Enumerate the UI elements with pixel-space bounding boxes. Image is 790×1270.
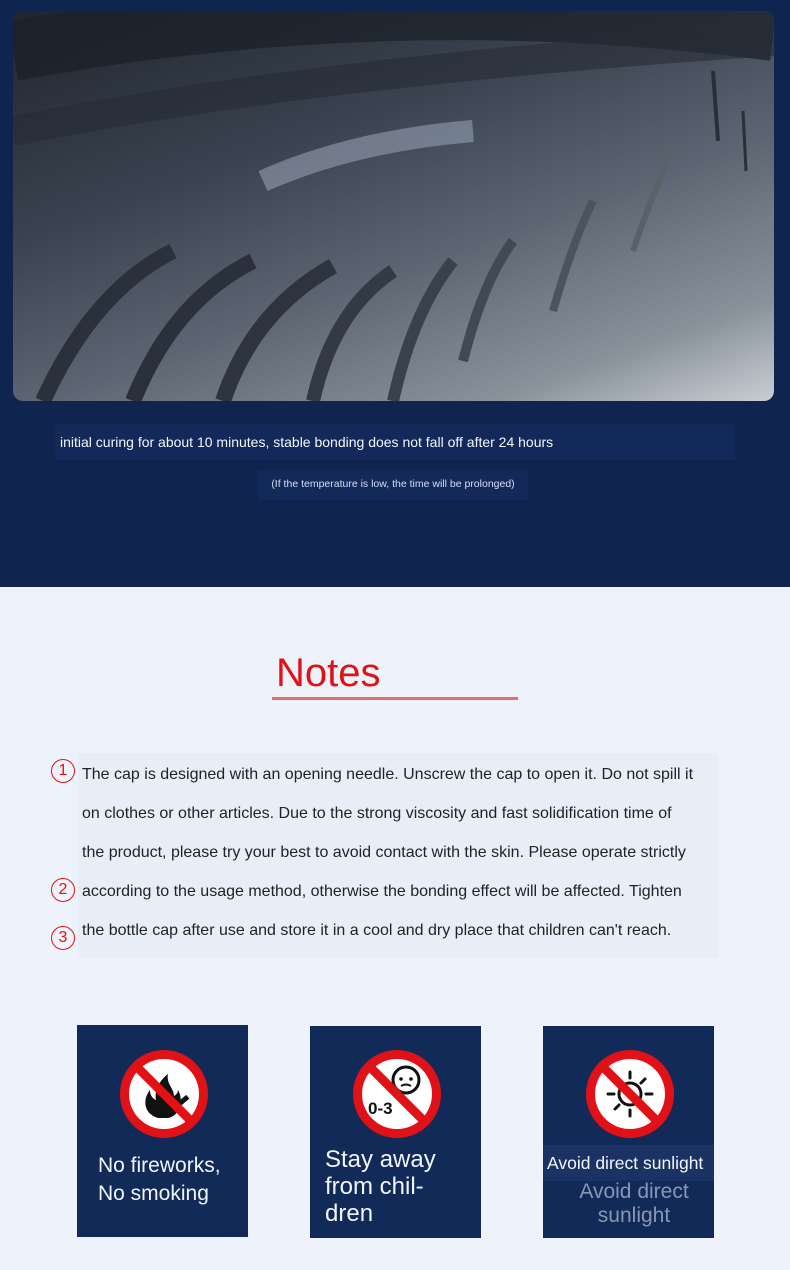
notes-underline bbox=[272, 697, 518, 700]
label-line: sunlight bbox=[597, 1204, 671, 1227]
title-fade-overlay bbox=[392, 649, 518, 697]
no-fire-icon bbox=[120, 1050, 208, 1138]
label-line: Avoid direct bbox=[579, 1180, 689, 1203]
label-line: No smoking bbox=[98, 1182, 209, 1205]
curing-time-text: initial curing for about 10 minutes, stable bonding does not fall off after 24 hours bbox=[55, 424, 735, 460]
label-line: Stay away bbox=[325, 1146, 436, 1173]
note-number-badge: 3 bbox=[51, 926, 75, 950]
no-sunlight-label bbox=[543, 1180, 725, 1228]
temperature-note: (If the temperature is low, the time will be prolonged) bbox=[258, 470, 528, 500]
no-fire-label bbox=[98, 1152, 221, 1208]
warning-card-no-fire bbox=[77, 1025, 248, 1237]
note-number-badge: 2 bbox=[51, 878, 75, 902]
notes-title-text: Notes bbox=[276, 651, 381, 695]
label-line: from chil- bbox=[325, 1173, 424, 1200]
no-children-icon bbox=[353, 1050, 441, 1138]
warning-card-no-sunlight bbox=[543, 1026, 714, 1238]
no-sunlight-overlay-label: Avoid direct sunlight bbox=[543, 1145, 714, 1181]
no-sunlight-icon bbox=[586, 1050, 674, 1138]
hero-section bbox=[0, 0, 790, 587]
notes-line: The cap is designed with an opening needle. Unscrew the cap to open it. Do not spill it bbox=[82, 766, 694, 783]
warning-card-no-children bbox=[310, 1026, 481, 1238]
notes-line: the bottle cap after use and store it in a cool and dry place that children can't reach. bbox=[82, 922, 672, 939]
no-children-label bbox=[325, 1146, 475, 1227]
notes-title bbox=[272, 645, 518, 701]
label-line: dren bbox=[325, 1200, 374, 1227]
notes-line: on clothes or other articles. Due to the strong viscosity and fast solidification time of bbox=[82, 805, 672, 822]
notes-body bbox=[82, 755, 717, 950]
tire-photo bbox=[13, 11, 774, 401]
notes-line: the product, please try your best to avoid contact with the skin. Please operate strictly bbox=[82, 844, 686, 861]
notes-line: according to the usage method, otherwise the bonding effect will be affected. Tighten bbox=[82, 883, 682, 900]
note-number-badge: 1 bbox=[51, 759, 75, 783]
label-line: No fireworks, bbox=[98, 1154, 221, 1177]
age-range: 0-3 bbox=[368, 1099, 393, 1118]
